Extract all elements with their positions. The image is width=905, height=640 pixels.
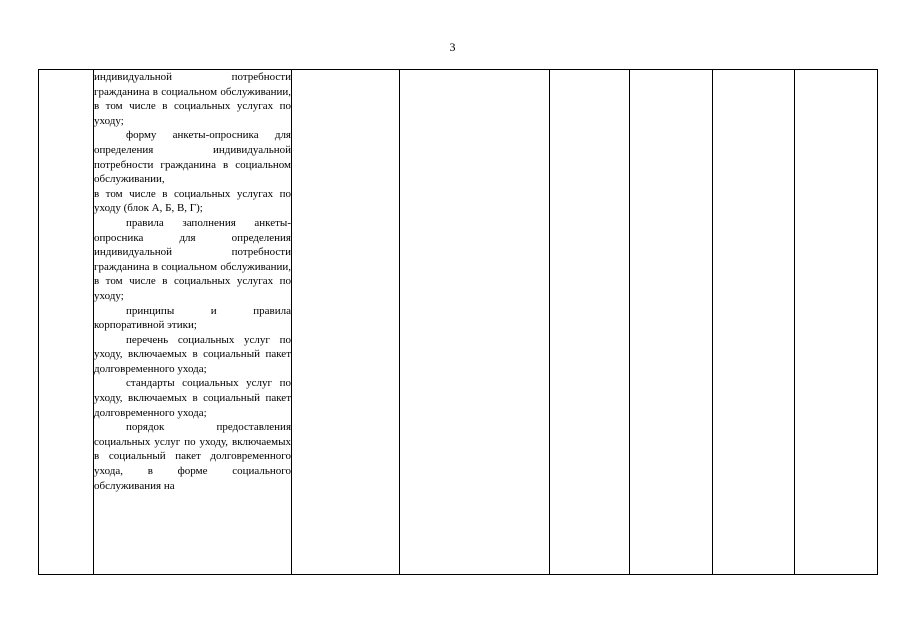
- paragraph-2: форму анкеты-опросника для определения индивидуальной потребности гражданина в социальном обслуживании,: [94, 129, 291, 186]
- paragraph-8: порядок предоставления социальных услуг по уходу, включаемых в социальный пакет долговременного ухода, в форме социального обслуживания на: [94, 421, 291, 492]
- paragraph-6: перечень социальных услуг по уходу, включаемых в социальный пакет долговременного ухода;: [94, 333, 291, 375]
- paragraph-5: принципы и правила корпоративной этики;: [94, 304, 291, 332]
- table-cell-empty-8: [795, 70, 878, 575]
- table-cell-content: [94, 70, 292, 575]
- table-cell-empty-3: [292, 70, 400, 575]
- table-cell-number: [39, 70, 94, 575]
- document-table: [38, 69, 878, 575]
- paragraph-7: стандарты социальных услуг по уходу, включаемых в социальный пакет долговременного ухода;: [94, 377, 291, 419]
- paragraph-3: в том числе в социальных услугах по уходу (блок А, Б, В, Г);: [94, 187, 291, 215]
- table-cell-empty-6: [630, 70, 713, 575]
- table-row: [39, 70, 878, 575]
- paragraph-1: индивидуальной потребности гражданина в социальном обслуживании, в том числе в социальных услугах по уходу;: [94, 71, 291, 127]
- table-cell-empty-5: [550, 70, 630, 575]
- table-cell-empty-7: [713, 70, 795, 575]
- table-cell-empty-4: [400, 70, 550, 575]
- cell-text-block: [94, 70, 291, 574]
- paragraph-4: правила заполнения анкеты-опросника для определения индивидуальной потребности гражданина в социальном обслуживании, в том числе в социальных услугах по уходу;: [94, 216, 291, 302]
- page-number: 3: [449, 40, 456, 54]
